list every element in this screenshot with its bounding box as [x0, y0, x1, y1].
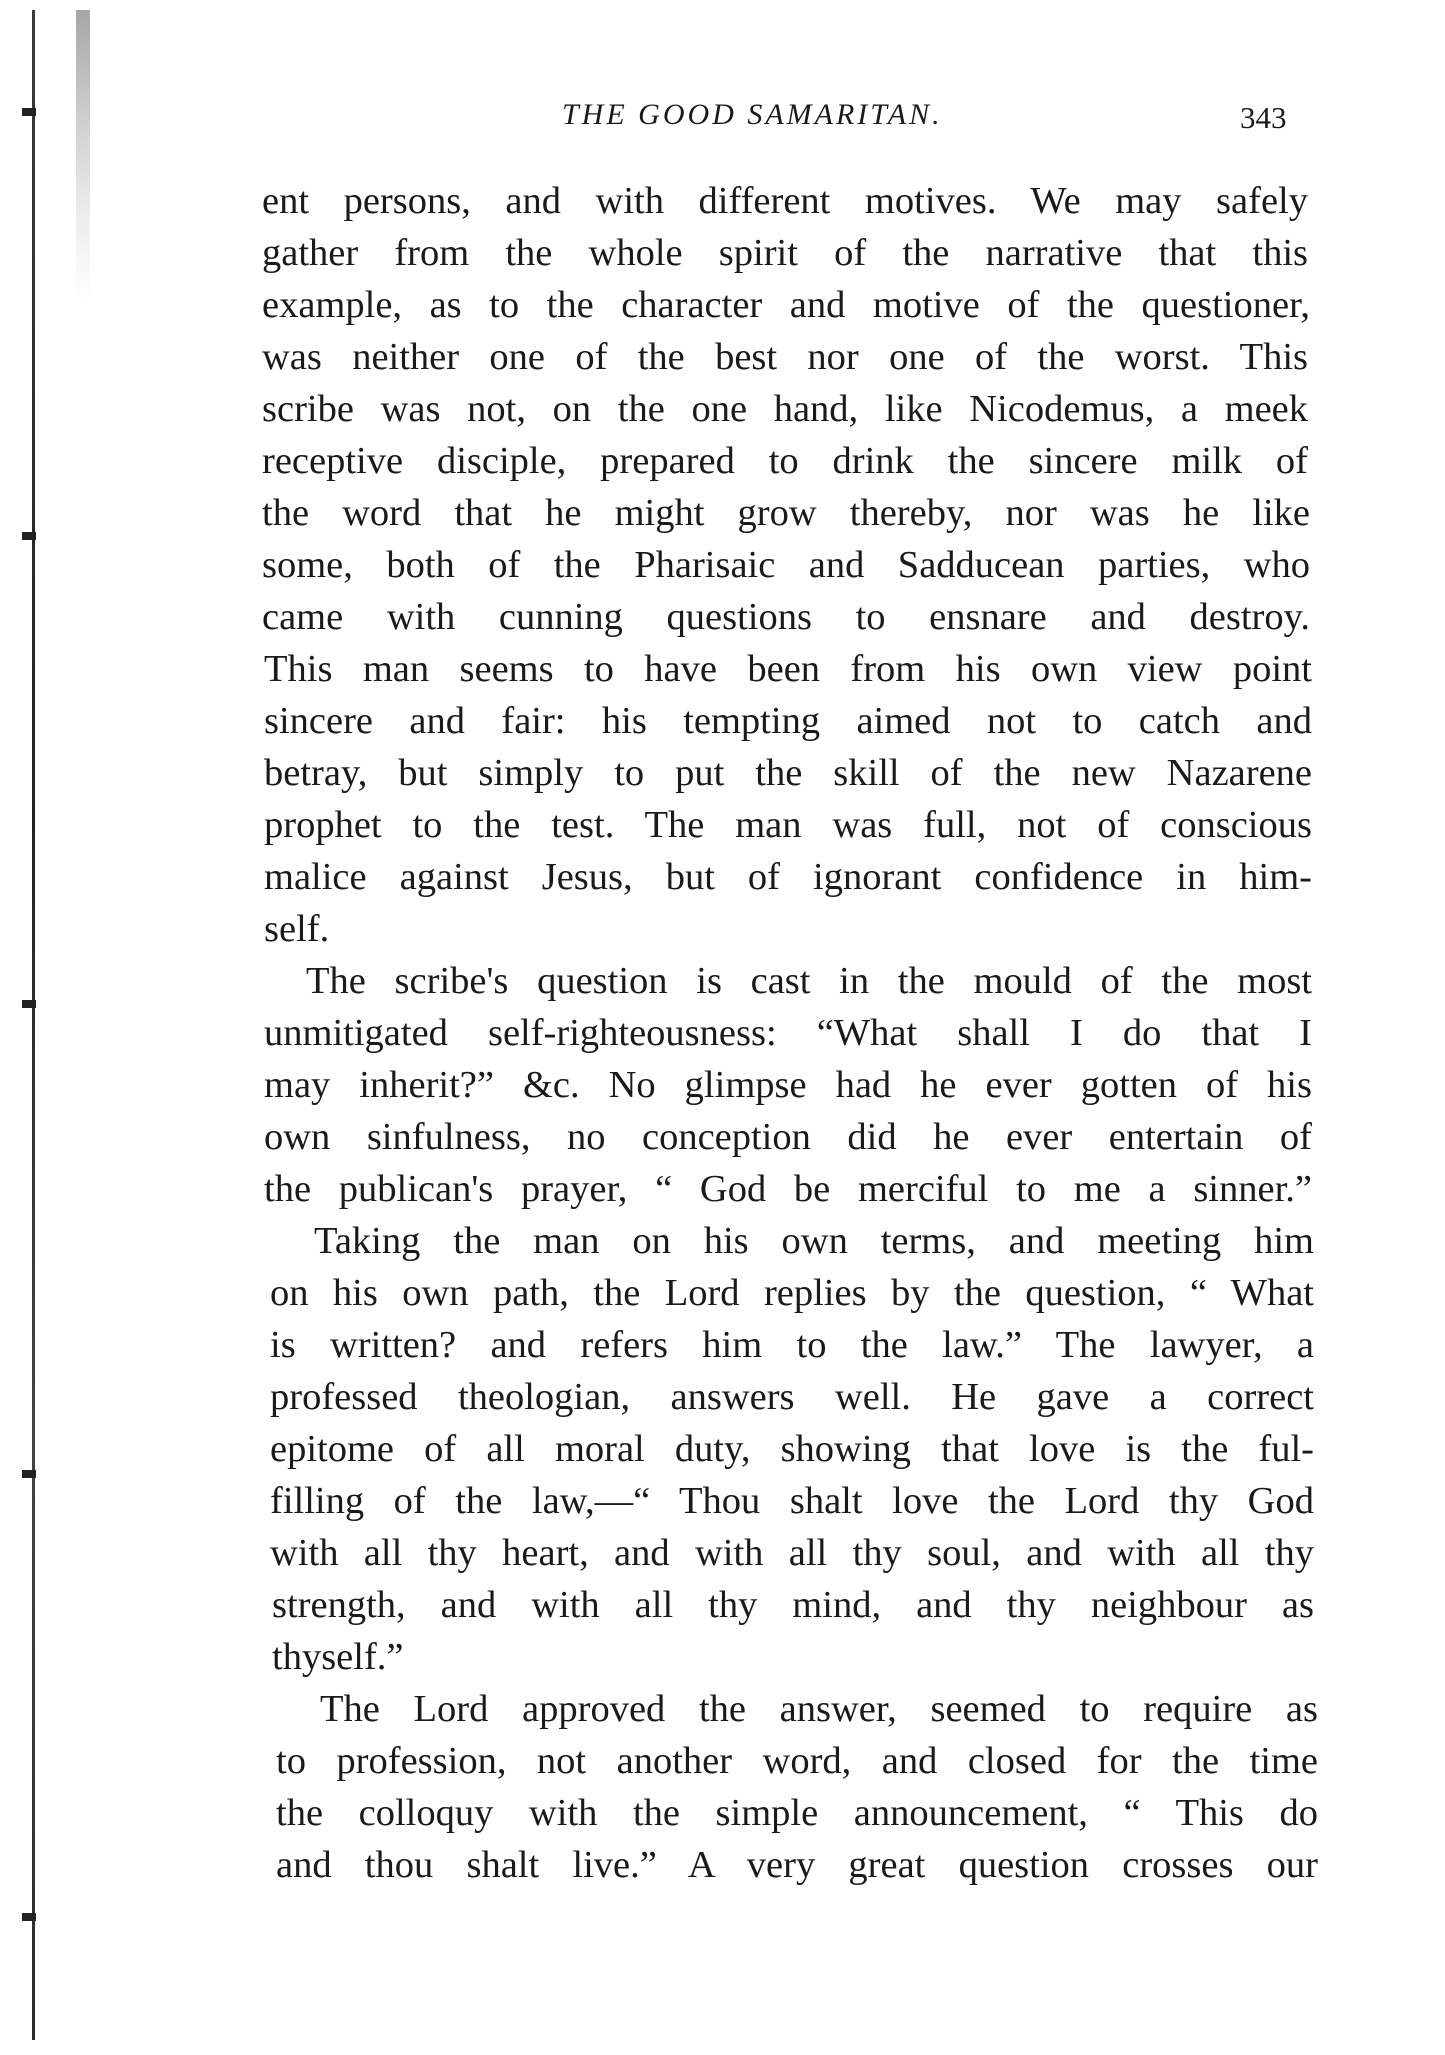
text-line: the word that he might grow thereby, nor was he like	[262, 492, 1310, 534]
text-line: unmitigated self-righteousness: “What shall I do that I	[264, 1012, 1312, 1054]
page-number: 343	[1240, 100, 1287, 135]
text-line: and thou shalt live.” A very great question crosses our	[276, 1844, 1318, 1886]
text-line: The Lord approved the answer, seemed to require as	[320, 1688, 1318, 1730]
text-line: epitome of all moral duty, showing that love is the ful-	[270, 1428, 1314, 1470]
text-line: the publican's prayer, “ God be merciful to me a sinner.”	[264, 1168, 1312, 1210]
text-line: may inherit?” &c. No glimpse had he ever gotten of his	[264, 1064, 1312, 1106]
text-line: receptive disciple, prepared to drink the sincere milk of	[262, 440, 1308, 482]
text-line: This man seems to have been from his own view point	[264, 648, 1312, 690]
text-line: ent persons, and with different motives. We may safely	[262, 180, 1308, 222]
text-line: on his own path, the Lord replies by the question, “ What	[270, 1272, 1314, 1314]
text-line: to profession, not another word, and closed for the time	[276, 1740, 1318, 1782]
text-line: prophet to the test. The man was full, not of conscious	[264, 804, 1312, 846]
text-line: strength, and with all thy mind, and thy neighbour as	[272, 1584, 1314, 1626]
text-line: scribe was not, on the one hand, like Nicodemus, a meek	[262, 388, 1308, 430]
text-line: example, as to the character and motive of the questioner,	[262, 284, 1310, 326]
text-line: was neither one of the best nor one of the worst. This	[262, 336, 1308, 378]
text-line: sincere and fair: his tempting aimed not to catch and	[264, 700, 1312, 742]
text-line: filling of the law,—“ Thou shalt love the Lord thy God	[270, 1480, 1314, 1522]
text-line: is written? and refers him to the law.” The lawyer, a	[270, 1324, 1314, 1366]
text-line: The scribe's question is cast in the mould of the most	[306, 960, 1312, 1002]
text-line: the colloquy with the simple announcement, “ This do	[276, 1792, 1318, 1834]
text-line: own sinfulness, no conception did he ever entertain of	[264, 1116, 1312, 1158]
text-line: malice against Jesus, but of ignorant confidence in him-	[264, 856, 1312, 898]
text-line: self.	[264, 908, 330, 950]
running-title: THE GOOD SAMARITAN.	[562, 98, 943, 131]
text-line: gather from the whole spirit of the narrative that this	[262, 232, 1308, 274]
text-line: some, both of the Pharisaic and Sadducean parties, who	[262, 544, 1310, 586]
text-line: betray, but simply to put the skill of the new Nazarene	[264, 752, 1312, 794]
text-line: Taking the man on his own terms, and meeting him	[314, 1220, 1314, 1262]
text-line: professed theologian, answers well. He gave a correct	[270, 1376, 1314, 1418]
text-line: with all thy heart, and with all thy soul, and with all thy	[270, 1532, 1314, 1574]
text-line: thyself.”	[272, 1636, 404, 1678]
text-line: came with cunning questions to ensnare and destroy.	[262, 596, 1310, 638]
